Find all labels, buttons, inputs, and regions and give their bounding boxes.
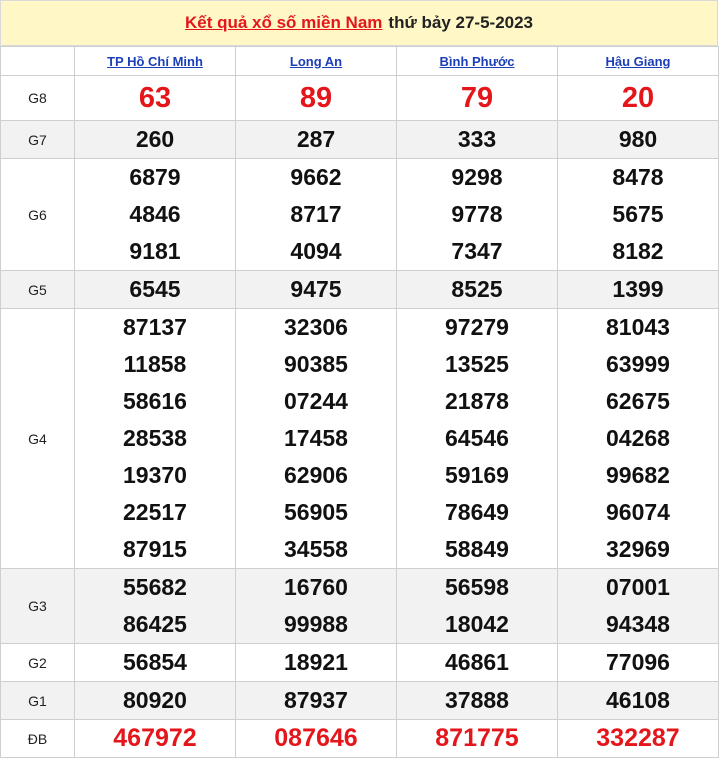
prize-cell — [558, 682, 719, 720]
prize-number: 58849 — [445, 536, 509, 562]
prize-cell — [397, 309, 558, 569]
prize-cell — [397, 682, 558, 720]
prize-number: 87937 — [284, 687, 348, 713]
prize-cell — [558, 569, 719, 644]
prize-number: 56905 — [284, 499, 348, 525]
prize-number: 8717 — [290, 201, 342, 227]
prize-cell — [236, 644, 397, 682]
prize-cell — [397, 569, 558, 644]
prize-number: 99988 — [284, 611, 348, 637]
prize-cell — [558, 309, 719, 569]
prize-row — [1, 159, 719, 271]
prize-number: 20 — [621, 82, 655, 114]
prize-number: 32306 — [284, 314, 348, 340]
prize-number: 871775 — [435, 724, 519, 752]
prize-number: 6545 — [129, 276, 181, 302]
prize-cell — [236, 720, 397, 758]
prize-number: 56854 — [123, 649, 187, 675]
prize-number: 467972 — [113, 724, 197, 752]
prize-number: 260 — [135, 126, 175, 152]
prize-number: 18921 — [284, 649, 348, 675]
prize-number: 80920 — [123, 687, 187, 713]
prize-cell — [75, 159, 236, 271]
prize-cell — [558, 644, 719, 682]
prize-cell — [397, 644, 558, 682]
prize-number: 79 — [460, 82, 494, 114]
prize-number: 9181 — [129, 238, 181, 264]
prize-row — [1, 682, 719, 720]
prize-number: 58616 — [123, 388, 187, 414]
header-blank — [1, 47, 75, 76]
prize-number: 34558 — [284, 536, 348, 562]
prize-cell — [397, 76, 558, 121]
prize-number: 37888 — [445, 687, 509, 713]
prize-cell — [236, 271, 397, 309]
prize-number: 78649 — [445, 499, 509, 525]
prize-number: 55682 — [123, 574, 187, 600]
prize-cell — [558, 121, 719, 159]
prize-number: 5675 — [612, 201, 664, 227]
prize-cell — [75, 76, 236, 121]
province-link-long-an[interactable]: Long An — [289, 53, 343, 69]
prize-number: 333 — [457, 126, 497, 152]
prize-cell — [236, 682, 397, 720]
prize-cell — [558, 159, 719, 271]
prize-number: 90385 — [284, 351, 348, 377]
prize-number: 32969 — [606, 536, 670, 562]
prize-number: 04268 — [606, 425, 670, 451]
prize-cell — [236, 309, 397, 569]
province-header — [558, 47, 719, 76]
prize-cell — [75, 720, 236, 758]
prize-number: 62906 — [284, 462, 348, 488]
prize-label: G2 — [1, 644, 75, 682]
prize-number: 77096 — [606, 649, 670, 675]
prize-cell — [236, 121, 397, 159]
prize-number: 8478 — [612, 164, 664, 190]
province-link-binh-phuoc[interactable]: Bình Phước — [439, 53, 515, 69]
prize-number: 9662 — [290, 164, 342, 190]
prize-number: 19370 — [123, 462, 187, 488]
prize-label: G7 — [1, 121, 75, 159]
prize-number: 56598 — [445, 574, 509, 600]
prize-number: 59169 — [445, 462, 509, 488]
prize-row — [1, 569, 719, 644]
prize-label: G4 — [1, 309, 75, 569]
prize-number: 81043 — [606, 314, 670, 340]
prize-number: 86425 — [123, 611, 187, 637]
prize-row — [1, 720, 719, 758]
prize-cell — [75, 121, 236, 159]
province-header — [236, 47, 397, 76]
prize-number: 17458 — [284, 425, 348, 451]
prize-cell — [75, 271, 236, 309]
title-date: thứ bảy 27-5-2023 — [388, 13, 534, 32]
prize-cell — [75, 569, 236, 644]
prize-number: 9298 — [451, 164, 503, 190]
prize-number: 63 — [138, 82, 172, 114]
prize-number: 89 — [299, 82, 333, 114]
prize-cell — [558, 720, 719, 758]
prize-number: 7347 — [451, 238, 503, 264]
prize-cell — [397, 271, 558, 309]
prize-number: 87137 — [123, 314, 187, 340]
prize-number: 46108 — [606, 687, 670, 713]
province-link-hcm[interactable]: TP Hồ Chí Minh — [107, 53, 203, 69]
results-table — [0, 46, 719, 758]
prize-number: 287 — [296, 126, 336, 152]
prize-cell — [558, 76, 719, 121]
prize-number: 980 — [618, 126, 658, 152]
prize-number: 332287 — [596, 724, 680, 752]
province-link-hau-giang[interactable]: Hậu Giang — [605, 53, 671, 69]
prize-number: 96074 — [606, 499, 670, 525]
prize-number: 99682 — [606, 462, 670, 488]
prize-number: 9475 — [290, 276, 342, 302]
prize-row — [1, 271, 719, 309]
prize-number: 4846 — [129, 201, 181, 227]
prize-cell — [75, 309, 236, 569]
results-body — [1, 76, 719, 758]
prize-number: 8182 — [612, 238, 664, 264]
prize-number: 46861 — [445, 649, 509, 675]
prize-cell — [236, 76, 397, 121]
prize-row — [1, 121, 719, 159]
prize-cell — [236, 569, 397, 644]
prize-label: ĐB — [1, 720, 75, 758]
prize-row — [1, 76, 719, 121]
prize-cell — [397, 121, 558, 159]
prize-label: G6 — [1, 159, 75, 271]
prize-number: 63999 — [606, 351, 670, 377]
prize-number: 97279 — [445, 314, 509, 340]
province-header — [397, 47, 558, 76]
title-link[interactable]: Kết quả xổ số miền Nam — [184, 13, 383, 32]
prize-number: 087646 — [274, 724, 358, 752]
prize-cell — [397, 159, 558, 271]
prize-number: 8525 — [451, 276, 503, 302]
prize-label: G8 — [1, 76, 75, 121]
prize-number: 87915 — [123, 536, 187, 562]
prize-number: 62675 — [606, 388, 670, 414]
prize-row — [1, 644, 719, 682]
prize-number: 28538 — [123, 425, 187, 451]
page-title — [0, 0, 718, 46]
prize-number: 07244 — [284, 388, 348, 414]
prize-cell — [397, 720, 558, 758]
province-header — [75, 47, 236, 76]
province-header-row — [1, 47, 719, 76]
prize-number: 94348 — [606, 611, 670, 637]
prize-number: 1399 — [612, 276, 664, 302]
prize-number: 64546 — [445, 425, 509, 451]
prize-row — [1, 309, 719, 569]
prize-cell — [558, 271, 719, 309]
prize-number: 6879 — [129, 164, 181, 190]
prize-number: 9778 — [451, 201, 503, 227]
prize-label: G1 — [1, 682, 75, 720]
prize-label: G5 — [1, 271, 75, 309]
prize-cell — [75, 682, 236, 720]
prize-cell — [236, 159, 397, 271]
prize-label: G3 — [1, 569, 75, 644]
prize-cell — [75, 644, 236, 682]
prize-number: 4094 — [290, 238, 342, 264]
prize-number: 16760 — [284, 574, 348, 600]
prize-number: 21878 — [445, 388, 509, 414]
prize-number: 07001 — [606, 574, 670, 600]
prize-number: 18042 — [445, 611, 509, 637]
prize-number: 11858 — [123, 351, 187, 377]
prize-number: 22517 — [123, 499, 187, 525]
prize-number: 13525 — [445, 351, 509, 377]
